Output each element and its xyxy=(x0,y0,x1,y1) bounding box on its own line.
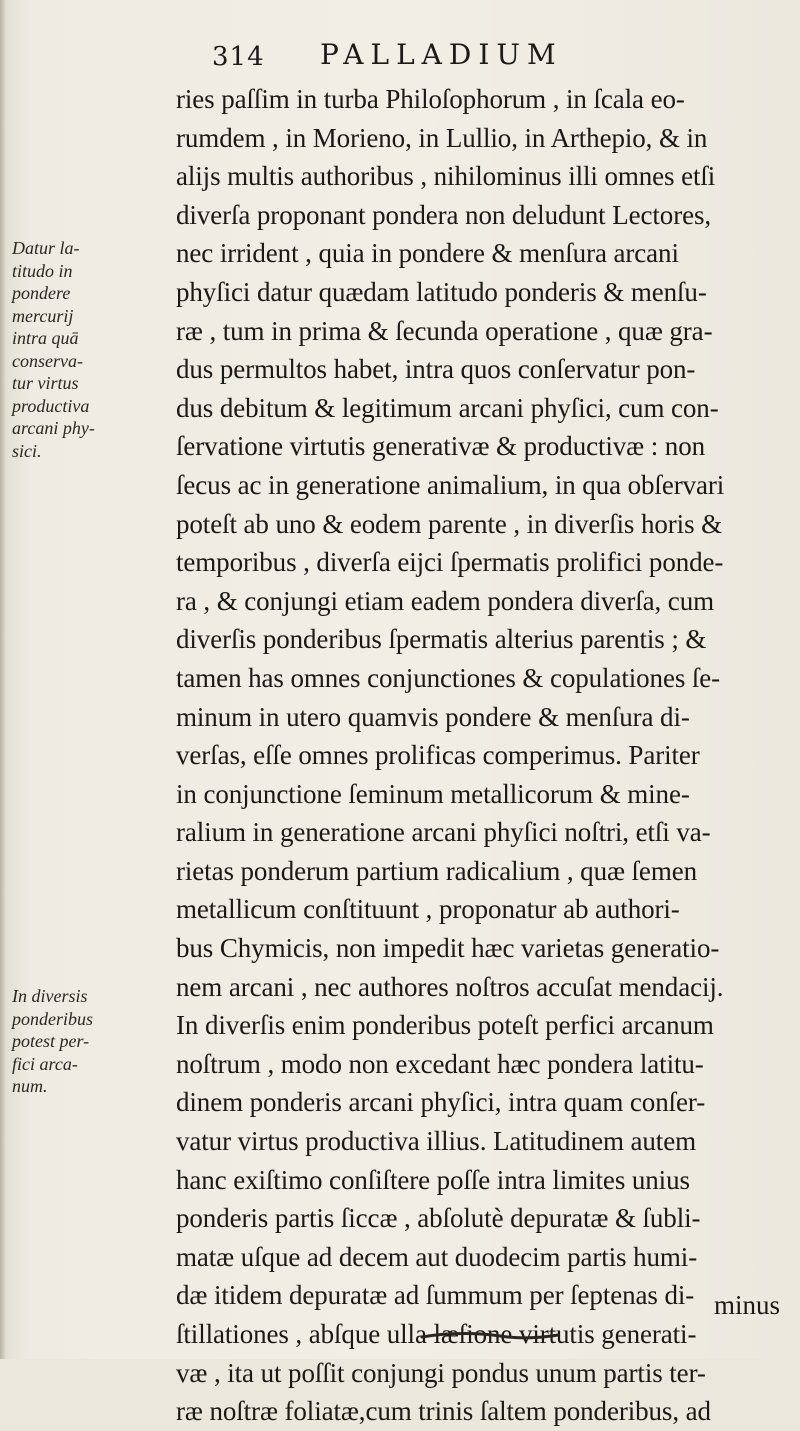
text-line: hanc exiſtimo conſiſtere poſſe intra limites unius xyxy=(176,1164,690,1195)
running-head: PALLADIUM xyxy=(320,38,563,71)
margin-note-line: In diversis xyxy=(12,986,88,1006)
text-line: ſtillationes , abſque ulla læſione virtutis generati- xyxy=(176,1319,697,1349)
text-line: nec irrident , quia in pondere & menſura arcani xyxy=(176,238,679,269)
text-line: ræ , tum in prima & ſecunda operatione , quæ gra- xyxy=(176,315,713,346)
margin-note-latitude xyxy=(12,237,108,462)
text-line: ponderis partis ſiccæ , abſolutè depuratæ & ſubli- xyxy=(176,1203,701,1234)
text-line: ries paſſim in turba Philoſophorum , in ſcala eo- xyxy=(176,84,685,114)
text-line: minum in utero quamvis pondere & menſura di- xyxy=(176,701,690,732)
text-line: in conjunctione ſeminum metallicorum & mine- xyxy=(176,778,690,809)
margin-note-line: arcani phy- xyxy=(12,418,95,438)
page-header xyxy=(212,22,732,72)
margin-note-line: num. xyxy=(12,1076,48,1096)
margin-note-line: tur virtus xyxy=(12,373,79,393)
margin-note-line: potest per- xyxy=(12,1031,90,1051)
margin-note-line: fici arca- xyxy=(12,1053,78,1074)
margin-note-line: conserva- xyxy=(12,350,83,371)
text-line: dinem ponderis arcani phyſici, intra quam conſer- xyxy=(176,1087,706,1118)
text-line: ſecus ac in generatione animalium, in qua obſervari xyxy=(176,469,725,500)
page-gutter-shadow xyxy=(0,0,6,1359)
text-line: dæ itidem depuratæ ad ſummum per ſeptenas di- xyxy=(176,1280,695,1311)
page-number: 314 xyxy=(212,42,265,72)
text-line: diverſa proponant pondera non deludunt Lectores, xyxy=(176,199,712,230)
text-line: væ , ita ut poſſit conjungi pondus unum partis ter- xyxy=(176,1357,706,1388)
text-line: nem arcani , nec authores noſtros accuſat mendacij. xyxy=(176,971,724,1002)
text-line: noſtrum , modo non excedant hæc pondera latitu- xyxy=(176,1048,704,1079)
catchword: minus xyxy=(714,1290,781,1320)
text-line: dus debitum & legitimum arcani phyſici, cum con- xyxy=(176,392,719,423)
text-line: diverſis ponderibus ſpermatis alterius parentis ; & xyxy=(176,624,707,655)
margin-note-line: mercurij xyxy=(12,305,74,326)
text-line: verſas, eſſe omnes prolificas comperimus. Pariter xyxy=(176,740,700,771)
text-line: metallicum conſtituunt , proponatur ab authori- xyxy=(176,894,680,925)
text-line: ſervatione virtutis generativæ & productivæ : non xyxy=(176,431,705,462)
text-line: rietas ponderum partium radicalium , quæ ſemen xyxy=(176,855,698,886)
body-text xyxy=(176,80,776,1431)
text-line: tamen has omnes conjunctiones & copulationes ſe- xyxy=(176,662,721,693)
text-line: In diverſis enim ponderibus poteſt perfici arcanum xyxy=(176,1010,714,1041)
text-line: dus permultos habet, intra quos conſervatur pon- xyxy=(176,354,696,385)
ink-smudge-ornament xyxy=(420,1330,560,1342)
margin-note-line: productiva xyxy=(12,395,90,416)
text-line: bus Chymicis, non impedit hæc varietas generatio- xyxy=(176,933,720,964)
text-line: rumdem , in Morieno, in Lullio, in Arthepio, & in xyxy=(176,122,708,153)
text-line: ra , & conjungi etiam eadem pondera diverſa, cum xyxy=(176,585,714,616)
margin-note-line: pondere xyxy=(12,283,71,303)
text-line: phyſici datur quædam latitudo ponderis & menſu- xyxy=(176,276,707,307)
margin-note-line: sici. xyxy=(12,440,42,461)
text-line: alijs multis authoribus , nihilominus illi omnes etſi xyxy=(176,161,716,192)
text-line: ralium in generatione arcani phyſici noſtri, etſi va- xyxy=(176,817,711,848)
text-line: poteſt ab uno & eodem parente , in diverſis horis & xyxy=(176,508,723,539)
margin-note-line: ponderibus xyxy=(12,1008,93,1029)
margin-note-line: titudo in xyxy=(12,260,73,281)
text-line: ræ noſtræ foliatæ,cum trinis ſaltem ponderibus, ad xyxy=(176,1396,711,1427)
margin-note-line: Datur la- xyxy=(12,238,80,258)
margin-note-line: intra quā xyxy=(12,328,79,348)
text-line: temporibus , diverſa eijci ſpermatis prolifici ponde- xyxy=(176,547,724,578)
text-line: vatur virtus productiva illius. Latitudinem autem xyxy=(176,1126,696,1157)
margin-note-weights xyxy=(12,985,108,1098)
text-line: matæ uſque ad decem aut duodecim partis humi- xyxy=(176,1241,698,1272)
